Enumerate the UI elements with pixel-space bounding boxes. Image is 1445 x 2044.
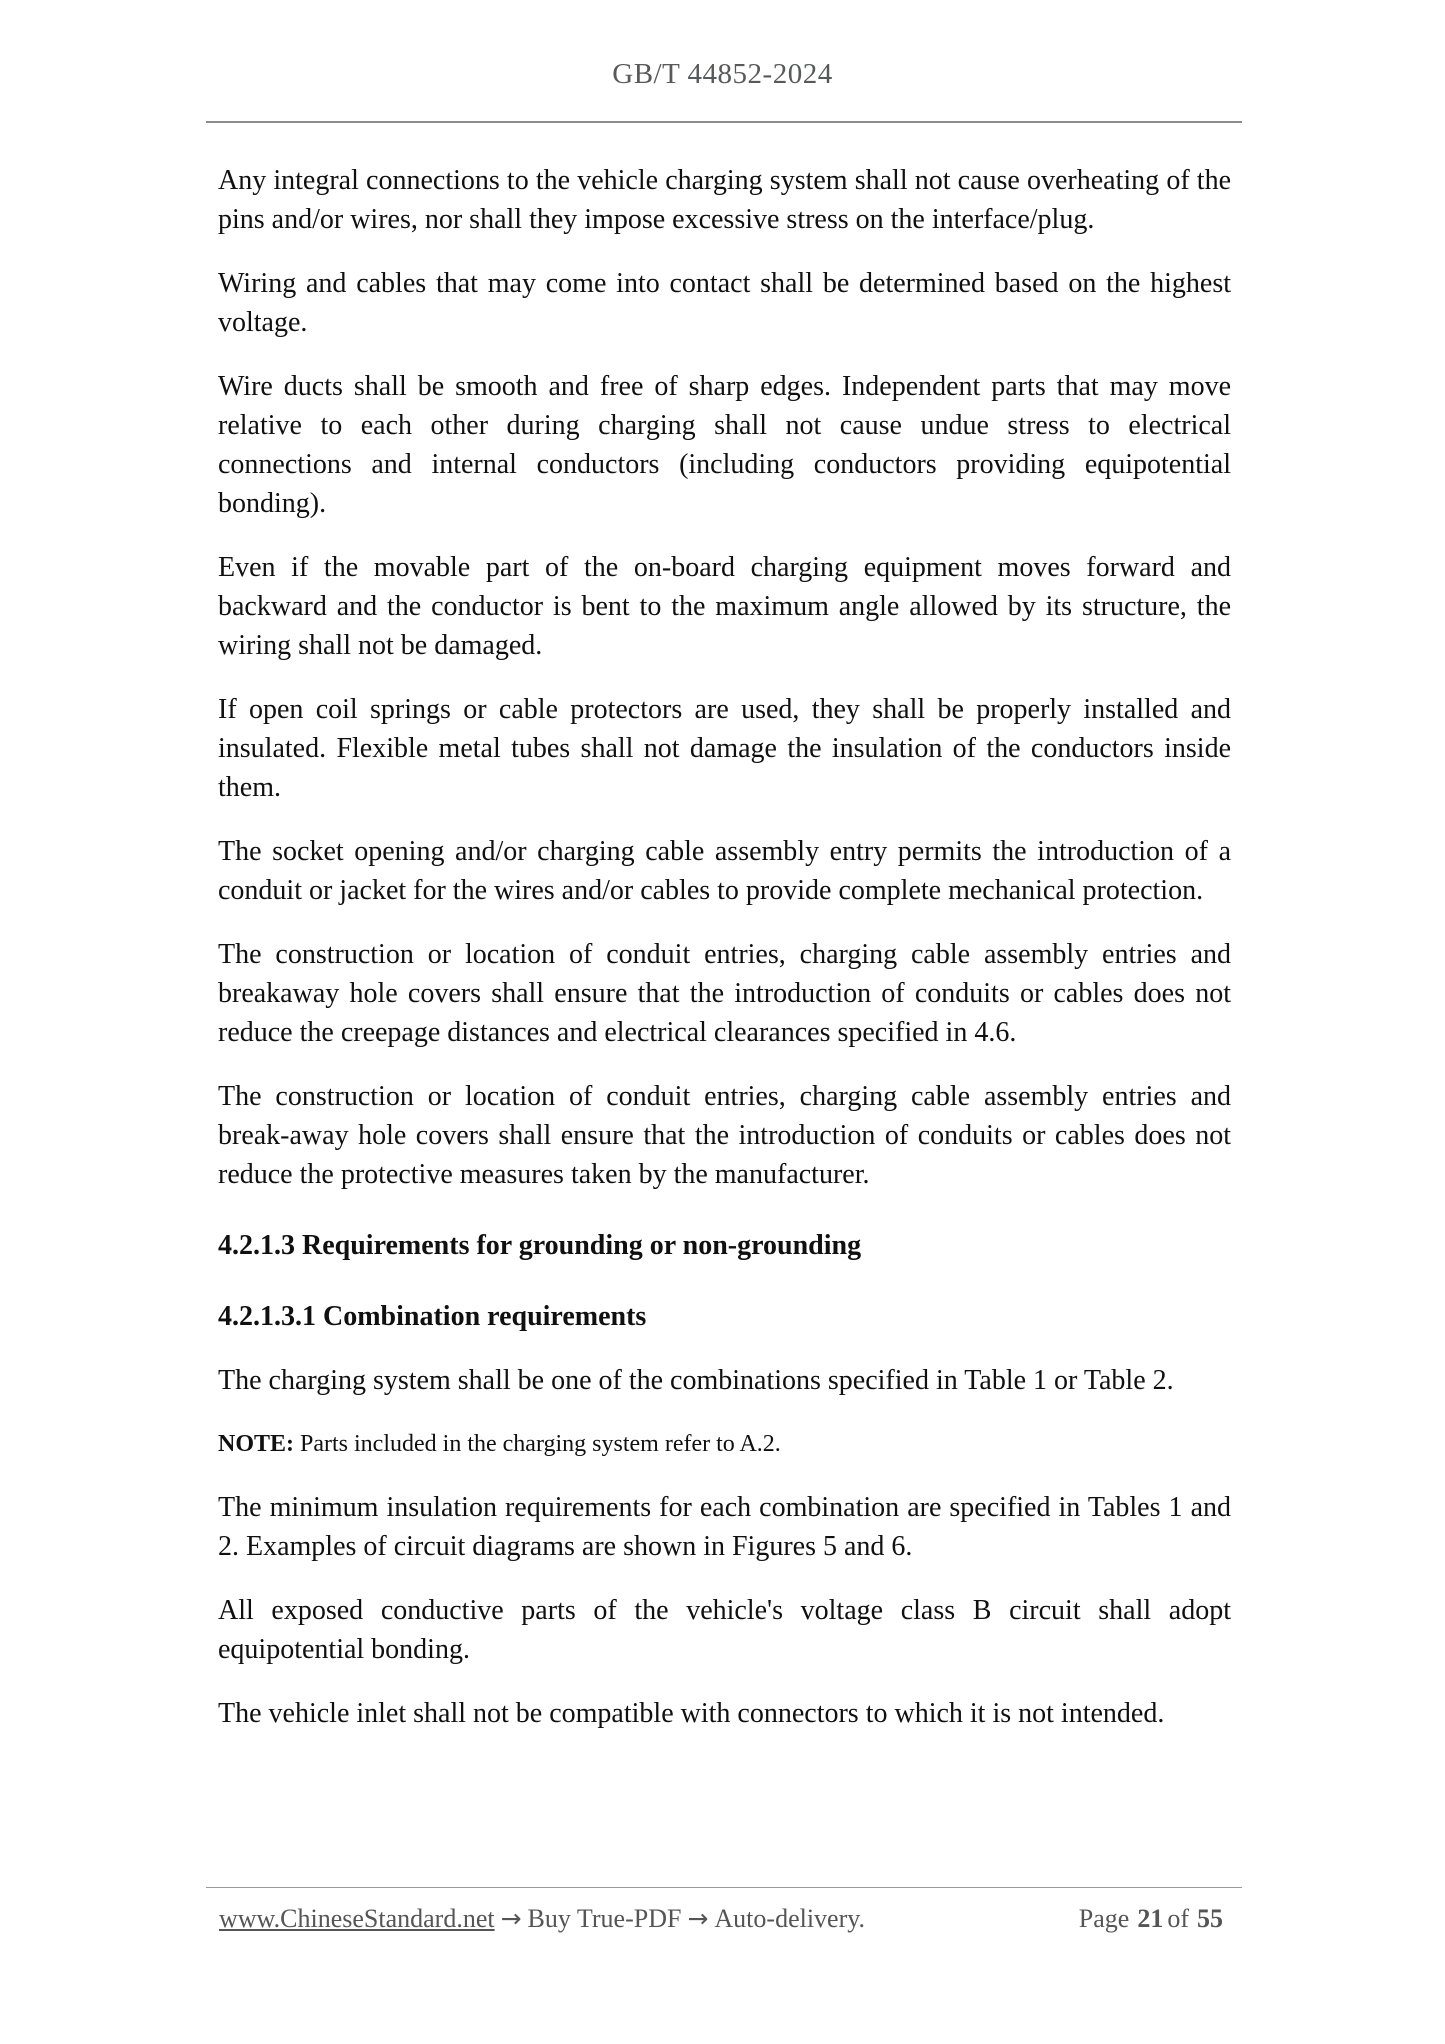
- current-page-number: 21: [1137, 1904, 1164, 1933]
- body-paragraph: If open coil springs or cable protectors are used, they shall be properly installed and insulated. Flexible metal tubes shall not damage the insulation of the conductors inside them.: [218, 694, 1231, 803]
- footer-info: [219, 1901, 865, 1937]
- footer-action-delivery: Auto-delivery.: [714, 1904, 866, 1933]
- body-paragraph: The minimum insulation requirements for each combination are specified in Tables 1 and 2. Examples of circuit diagrams are shown in Figures 5 and 6.: [218, 1492, 1231, 1562]
- body-paragraph: The vehicle inlet shall not be compatible with connectors to which it is not intended.: [218, 1698, 1165, 1729]
- footer-action-buy: Buy True-PDF: [527, 1904, 682, 1933]
- note-text: Parts included in the charging system refer to A.2.: [294, 1431, 781, 1457]
- body-paragraph: The construction or location of conduit entries, charging cable assembly entries and break-away hole covers shall ensure that the introduction of conduits or cables does not reduce the protective measures taken by the manufacturer.: [218, 1081, 1231, 1190]
- body-paragraph: The socket opening and/or charging cable assembly entry permits the introduction of a conduit or jacket for the wires and/or cables to provide complete mechanical protection.: [218, 836, 1231, 906]
- page-footer: [219, 1901, 1227, 1937]
- body-paragraph: Any integral connections to the vehicle charging system shall not cause overheating of the pins and/or wires, nor shall they impose excessive stress on the interface/plug.: [218, 165, 1231, 235]
- body-paragraph: Even if the movable part of the on-board charging equipment moves forward and backward and the conductor is bent to the maximum angle allowed by its structure, the wiring shall not be damaged.: [218, 552, 1231, 661]
- footer-site-link[interactable]: www.ChineseStandard.net: [219, 1904, 495, 1933]
- body-paragraph: All exposed conductive parts of the vehicle's voltage class B circuit shall adopt equipotential bonding.: [218, 1595, 1231, 1665]
- note-paragraph: [218, 1427, 1231, 1461]
- total-page-number: 55: [1197, 1904, 1223, 1933]
- document-body: [218, 136, 1231, 1758]
- page-label: Page: [1078, 1904, 1130, 1933]
- of-label: of: [1167, 1904, 1189, 1933]
- note-label: NOTE:: [218, 1431, 295, 1457]
- body-paragraph: The charging system shall be one of the combinations specified in Table 1 or Table 2.: [218, 1365, 1174, 1396]
- header-divider: [206, 121, 1242, 123]
- body-paragraph: The construction or location of conduit entries, charging cable assembly entries and breakaway hole covers shall ensure that the introduction of conduits or cables does not reduce the creepage distances and electrical clearances specified in 4.6.: [218, 939, 1231, 1048]
- page-number-indicator: [1079, 1901, 1227, 1937]
- body-paragraph: Wiring and cables that may come into contact shall be determined based on the highest voltage.: [218, 268, 1231, 338]
- footer-divider: [206, 1887, 1242, 1888]
- section-heading: 4.2.1.3 Requirements for grounding or non-grounding: [218, 1230, 862, 1261]
- section-heading: 4.2.1.3.1 Combination requirements: [218, 1301, 647, 1332]
- arrow-right-icon: →: [500, 1904, 522, 1933]
- page-header-standard-number: GB/T 44852-2024: [612, 58, 833, 90]
- arrow-right-icon: →: [687, 1904, 709, 1933]
- body-paragraph: Wire ducts shall be smooth and free of sharp edges. Independent parts that may move relative to each other during charging shall not cause undue stress to electrical connections and internal conductors (including conductors providing equipotential bonding).: [218, 371, 1231, 519]
